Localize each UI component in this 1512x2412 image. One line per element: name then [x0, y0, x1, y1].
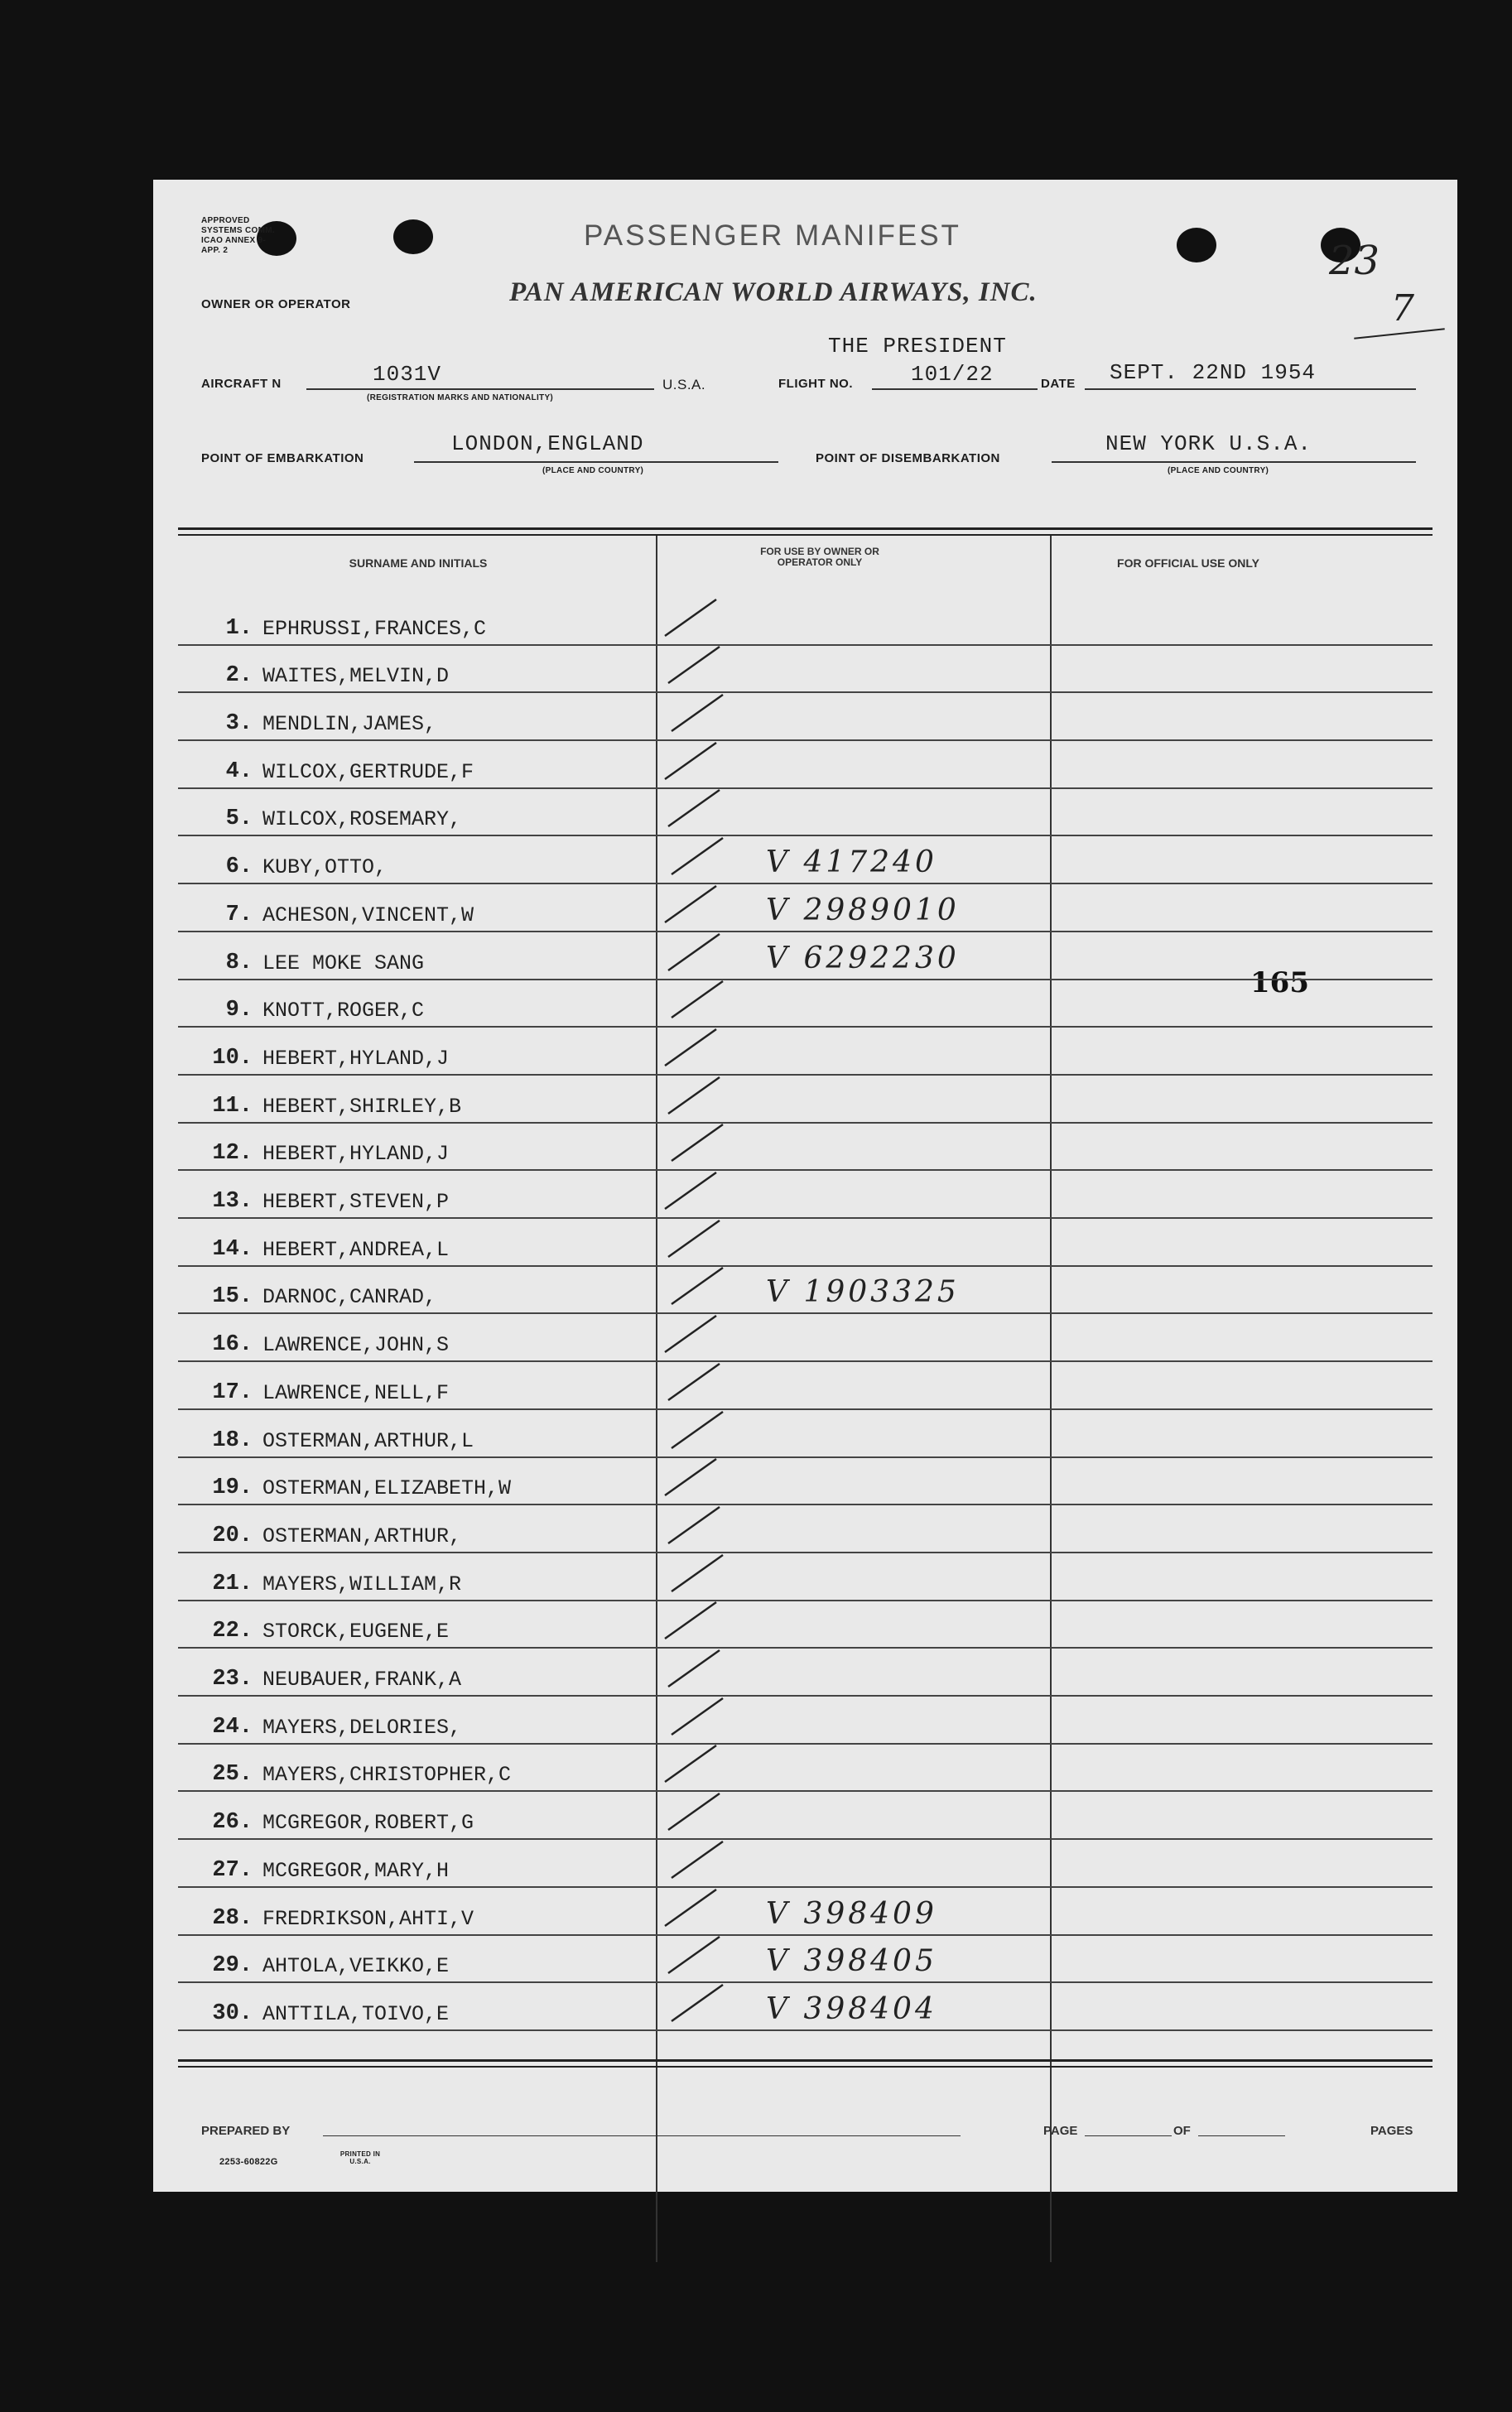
corner-note: 23 [1329, 238, 1380, 284]
corner-underline [1354, 328, 1445, 339]
passenger-name: MENDLIN,JAMES, [262, 712, 437, 737]
table-row [153, 884, 1457, 932]
nationality: U.S.A. [662, 377, 706, 392]
row-number: 21. [212, 1571, 253, 1596]
form-number: 2253-60822G [219, 2157, 278, 2167]
disembark-value: NEW YORK U.S.A. [1105, 431, 1312, 456]
row-number: 16. [212, 1332, 253, 1358]
flight-value: 101/22 [911, 362, 994, 387]
table-row [153, 1649, 1457, 1697]
row-number: 26. [212, 1810, 253, 1836]
passenger-name: KUBY,OTTO, [262, 855, 388, 880]
table-row [153, 1315, 1457, 1363]
check-mark-icon [658, 736, 758, 786]
check-mark-icon [658, 831, 758, 881]
check-mark-icon [658, 688, 758, 738]
prepared-by-label: PREPARED BY [201, 2124, 291, 2138]
row-number: 28. [212, 1905, 253, 1931]
column-header-owner: FOR USE BY OWNER OR OPERATOR ONLY [760, 546, 879, 568]
table-row [153, 1505, 1457, 1553]
check-mark-icon [658, 1692, 758, 1741]
table-row [153, 980, 1457, 1028]
row-number: 20. [212, 1523, 253, 1548]
aircraft-label: AIRCRAFT N [201, 377, 282, 391]
passenger-name: LAWRENCE,NELL,F [262, 1380, 450, 1405]
passport-note: V 6292230 [766, 941, 960, 975]
disembark-label: POINT OF DISEMBARKATION [816, 451, 1000, 465]
check-mark-icon [658, 1357, 758, 1407]
table-row [153, 1745, 1457, 1793]
table-row [153, 1601, 1457, 1649]
flight-label: FLIGHT NO. [778, 377, 853, 391]
check-mark-icon [658, 783, 758, 833]
check-mark-icon [658, 1214, 758, 1264]
embark-line [414, 461, 778, 463]
table-row [153, 932, 1457, 980]
passenger-name: WILCOX,ROSEMARY, [262, 807, 462, 832]
official-note: 165 [1250, 966, 1309, 999]
row-number: 3. [225, 711, 253, 737]
check-mark-icon [658, 1739, 758, 1789]
table-row [153, 1171, 1457, 1219]
passenger-name: WAITES,MELVIN,D [262, 664, 450, 689]
company-name: PAN AMERICAN WORLD AIRWAYS, INC. [509, 277, 1038, 307]
row-number: 30. [212, 2000, 253, 2026]
table-row [153, 1219, 1457, 1267]
check-mark-icon [658, 1548, 758, 1598]
row-number: 1. [225, 615, 253, 641]
check-mark-icon [658, 1500, 758, 1550]
passenger-name: ANTTILA,TOIVO,E [262, 2001, 450, 2026]
passenger-name: KNOTT,ROGER,C [262, 999, 425, 1023]
owner-label: OWNER OR OPERATOR [201, 297, 351, 311]
row-number: 19. [212, 1476, 253, 1501]
row-number: 18. [212, 1427, 253, 1453]
row-number: 11. [212, 1093, 253, 1119]
passenger-name: DARNOC,CANRAD, [262, 1285, 437, 1310]
flight-line [872, 388, 1038, 390]
embark-value: LONDON,ENGLAND [451, 431, 644, 456]
row-number: 5. [225, 806, 253, 832]
table-row [153, 741, 1457, 789]
row-number: 8. [225, 950, 253, 975]
passenger-name: MAYERS,DELORIES, [262, 1715, 462, 1740]
row-number: 24. [212, 1714, 253, 1740]
manifest-sheet [153, 180, 1457, 2192]
passenger-name: MCGREGOR,ROBERT,G [262, 1811, 474, 1836]
table-row [153, 1076, 1457, 1124]
check-mark-icon [658, 1930, 758, 1980]
table-row [153, 1553, 1457, 1601]
passenger-name: MCGREGOR,MARY,H [262, 1858, 450, 1883]
table-row [153, 789, 1457, 837]
passenger-name: AHTOLA,VEIKKO,E [262, 1954, 450, 1979]
row-number: 25. [212, 1762, 253, 1788]
table-row [153, 1267, 1457, 1315]
column-header-surname: SURNAME AND INITIALS [349, 556, 488, 570]
check-mark-icon [658, 1071, 758, 1120]
check-mark-icon [658, 1787, 758, 1837]
row-number: 4. [225, 758, 253, 784]
row-number: 10. [212, 1045, 253, 1071]
table-top-rule [178, 527, 1433, 530]
table-row [153, 598, 1457, 646]
corner-note: 7 [1391, 287, 1414, 330]
place-caption: (PLACE AND COUNTRY) [1168, 466, 1269, 475]
table-row [153, 1983, 1457, 2031]
disembark-line [1052, 461, 1416, 463]
check-mark-icon [658, 975, 758, 1024]
table-top-rule [178, 534, 1433, 536]
passenger-name: HEBERT,SHIRLEY,B [262, 1094, 462, 1119]
table-row [153, 1840, 1457, 1888]
printed-mark: PRINTED IN U.S.A. [339, 2150, 381, 2165]
page-title: PASSENGER MANIFEST [584, 219, 961, 252]
page-label: PAGE [1043, 2124, 1078, 2138]
passport-note: V 417240 [766, 845, 937, 880]
check-mark-icon [658, 1978, 758, 2028]
registration-caption: (REGISTRATION MARKS AND NATIONALITY) [367, 393, 554, 402]
page-line [1085, 2135, 1172, 2136]
table-row [153, 646, 1457, 694]
passenger-name: MAYERS,CHRISTOPHER,C [262, 1763, 512, 1788]
passenger-name: OSTERMAN,ARTHUR,L [262, 1428, 474, 1453]
punch-hole [1177, 228, 1216, 262]
check-mark-icon [658, 1261, 758, 1311]
approval-stamp: APPROVED SYSTEMS COMM. ICAO ANNEX 9-APP. 2 [201, 216, 275, 255]
date-value: SEPT. 22ND 1954 [1110, 360, 1317, 385]
passenger-name: HEBERT,ANDREA,L [262, 1237, 450, 1262]
table-row [153, 1124, 1457, 1172]
check-mark-icon [658, 1023, 758, 1072]
pages-label: PAGES [1370, 2124, 1413, 2138]
passenger-name: MAYERS,WILLIAM,R [262, 1572, 462, 1596]
column-header-official: FOR OFFICIAL USE ONLY [1117, 556, 1259, 570]
passenger-name: LAWRENCE,JOHN,S [262, 1333, 450, 1358]
passenger-name: LEE MOKE SANG [262, 951, 425, 975]
row-number: 17. [212, 1379, 253, 1405]
passport-note: V 398404 [766, 1991, 937, 2026]
check-mark-icon [658, 1309, 758, 1359]
aircraft-line [306, 388, 654, 390]
row-number: 7. [225, 902, 253, 927]
table-row [153, 837, 1457, 885]
of-line [1198, 2135, 1285, 2136]
check-mark-icon [658, 593, 758, 643]
passenger-name: OSTERMAN,ELIZABETH,W [262, 1476, 512, 1501]
passport-note: V 1903325 [766, 1275, 960, 1310]
punch-hole [393, 219, 433, 254]
passenger-name: OSTERMAN,ARTHUR, [262, 1524, 462, 1548]
check-mark-icon [658, 1405, 758, 1455]
passenger-name: NEUBAUER,FRANK,A [262, 1668, 462, 1692]
table-row [153, 1458, 1457, 1506]
passport-note: V 2989010 [766, 893, 960, 927]
of-label: OF [1173, 2124, 1191, 2138]
row-number: 22. [212, 1619, 253, 1644]
row-number: 14. [212, 1236, 253, 1262]
passenger-name: HEBERT,STEVEN,P [262, 1190, 450, 1215]
row-number: 29. [212, 1953, 253, 1979]
row-line [178, 2029, 1433, 2031]
row-number: 27. [212, 1857, 253, 1883]
table-row [153, 1793, 1457, 1841]
passport-note: V 398405 [766, 1944, 937, 1979]
flight-name: THE PRESIDENT [828, 334, 1007, 359]
row-number: 2. [225, 663, 253, 689]
date-line [1085, 388, 1416, 390]
passport-note: V 398409 [766, 1896, 937, 1931]
row-number: 13. [212, 1189, 253, 1215]
table-row [153, 693, 1457, 741]
check-mark-icon [658, 1166, 758, 1216]
passenger-name: HEBERT,HYLAND,J [262, 1046, 450, 1071]
passenger-name: EPHRUSSI,FRANCES,C [262, 616, 487, 641]
aircraft-value: 1031V [373, 362, 442, 387]
row-number: 9. [225, 998, 253, 1023]
check-mark-icon [658, 1452, 758, 1502]
check-mark-icon [658, 927, 758, 977]
date-label: DATE [1041, 377, 1076, 391]
table-row [153, 1410, 1457, 1458]
table-row [153, 1028, 1457, 1076]
row-number: 6. [225, 855, 253, 880]
prepared-by-line [323, 2135, 961, 2136]
passenger-name: FREDRIKSON,AHTI,V [262, 1906, 474, 1931]
row-number: 15. [212, 1284, 253, 1310]
check-mark-icon [658, 640, 758, 690]
table-row [153, 1697, 1457, 1745]
check-mark-icon [658, 1596, 758, 1645]
check-mark-icon [658, 1118, 758, 1167]
row-number: 12. [212, 1141, 253, 1167]
check-mark-icon [658, 879, 758, 929]
passenger-name: HEBERT,HYLAND,J [262, 1142, 450, 1167]
check-mark-icon [658, 1644, 758, 1693]
passenger-name: WILCOX,GERTRUDE,F [262, 759, 474, 784]
table-bottom-rule [178, 2066, 1433, 2068]
table-row [153, 1888, 1457, 1936]
embark-label: POINT OF EMBARKATION [201, 451, 364, 465]
row-number: 23. [212, 1667, 253, 1692]
table-row [153, 1362, 1457, 1410]
table-row [153, 1936, 1457, 1984]
passenger-name: ACHESON,VINCENT,W [262, 903, 474, 927]
check-mark-icon [658, 1883, 758, 1933]
passenger-name: STORCK,EUGENE,E [262, 1620, 450, 1644]
check-mark-icon [658, 1835, 758, 1885]
place-caption: (PLACE AND COUNTRY) [542, 466, 644, 475]
table-bottom-rule [178, 2059, 1433, 2062]
